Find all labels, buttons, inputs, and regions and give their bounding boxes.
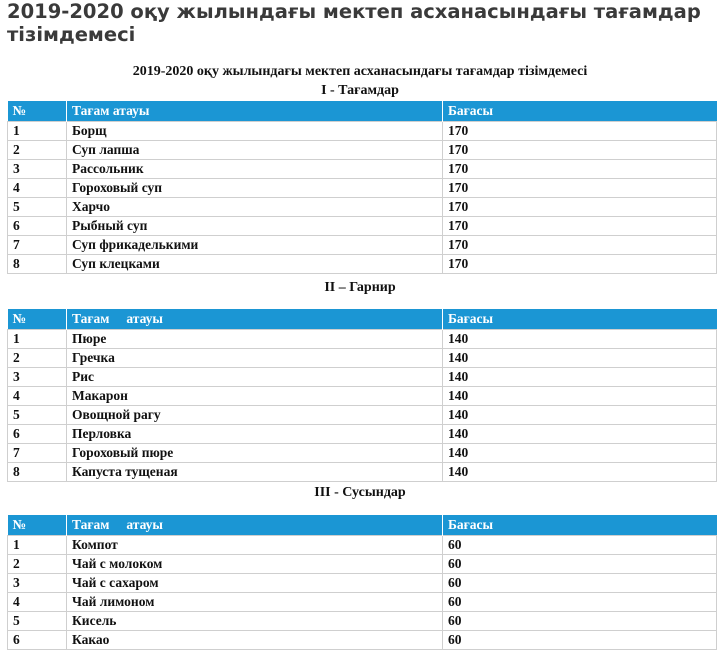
cell-price: 170 xyxy=(443,122,717,141)
column-header-dish-name: Тағам атауы xyxy=(67,101,443,122)
column-header-price: Бағасы xyxy=(443,309,717,330)
column-header-dish-name: Тағам атауы xyxy=(67,309,443,330)
cell-price: 60 xyxy=(443,574,717,593)
table-row xyxy=(8,574,717,593)
table-row xyxy=(8,198,717,217)
cell-price: 140 xyxy=(443,444,717,463)
cell-number: 5 xyxy=(8,612,67,631)
table-row xyxy=(8,160,717,179)
cell-number: 3 xyxy=(8,574,67,593)
cell-price: 140 xyxy=(443,368,717,387)
table-row xyxy=(8,555,717,574)
document-title: 2019-2020 оқу жылындағы мектеп асханасындағы тағамдар тізімдемесі xyxy=(132,64,588,79)
cell-dish-name: Гречка xyxy=(67,349,443,368)
cell-number: 1 xyxy=(8,536,67,555)
cell-dish-name: Суп фрикаделькими xyxy=(67,236,443,255)
cell-price: 140 xyxy=(443,425,717,444)
cell-dish-name: Макарон xyxy=(67,387,443,406)
table-header-row xyxy=(8,101,717,122)
table-row xyxy=(8,141,717,160)
column-header-price: Бағасы xyxy=(443,101,717,122)
cell-number: 2 xyxy=(8,141,67,160)
cell-price: 60 xyxy=(443,631,717,650)
cell-dish-name: Суп лапша xyxy=(67,141,443,160)
table-row xyxy=(8,236,717,255)
table-row xyxy=(8,612,717,631)
cell-number: 6 xyxy=(8,425,67,444)
cell-dish-name: Суп клецками xyxy=(67,255,443,274)
cell-number: 5 xyxy=(8,406,67,425)
cell-price: 170 xyxy=(443,255,717,274)
cell-price: 60 xyxy=(443,555,717,574)
column-header-price: Бағасы xyxy=(443,515,717,536)
section-title-drinks: III - Сусындар xyxy=(314,485,406,500)
table-row xyxy=(8,406,717,425)
table-row xyxy=(8,631,717,650)
table-row xyxy=(8,444,717,463)
garnish-table xyxy=(7,309,717,482)
cell-dish-name: Рис xyxy=(67,368,443,387)
cell-dish-name: Гороховый суп xyxy=(67,179,443,198)
cell-dish-name: Капуста тущеная xyxy=(67,463,443,482)
table-row xyxy=(8,330,717,349)
cell-price: 140 xyxy=(443,349,717,368)
cell-dish-name: Чай с сахаром xyxy=(67,574,443,593)
cell-number: 3 xyxy=(8,368,67,387)
cell-number: 5 xyxy=(8,198,67,217)
table-row xyxy=(8,368,717,387)
cell-number: 1 xyxy=(8,122,67,141)
cell-number: 8 xyxy=(8,255,67,274)
cell-dish-name: Овощной рагу xyxy=(67,406,443,425)
cell-number: 2 xyxy=(8,349,67,368)
section-title-garnish: II – Гарнир xyxy=(324,280,396,295)
table-row xyxy=(8,217,717,236)
cell-price: 170 xyxy=(443,141,717,160)
cell-price: 170 xyxy=(443,236,717,255)
section-title-dishes: I - Тағамдар xyxy=(321,83,399,98)
cell-number: 7 xyxy=(8,236,67,255)
cell-number: 6 xyxy=(8,631,67,650)
column-header-number: № xyxy=(8,101,67,122)
table-row xyxy=(8,536,717,555)
table-row xyxy=(8,122,717,141)
cell-number: 4 xyxy=(8,593,67,612)
cell-dish-name: Рассольник xyxy=(67,160,443,179)
dishes-table xyxy=(7,101,717,274)
cell-price: 170 xyxy=(443,179,717,198)
cell-dish-name: Борщ xyxy=(67,122,443,141)
cell-price: 60 xyxy=(443,612,717,631)
drinks-table xyxy=(7,515,717,650)
cell-number: 7 xyxy=(8,444,67,463)
table-header-row xyxy=(8,515,717,536)
column-header-number: № xyxy=(8,309,67,330)
table-row xyxy=(8,425,717,444)
cell-number: 8 xyxy=(8,463,67,482)
table-row xyxy=(8,387,717,406)
cell-price: 170 xyxy=(443,198,717,217)
cell-price: 140 xyxy=(443,387,717,406)
table-row xyxy=(8,349,717,368)
cell-number: 3 xyxy=(8,160,67,179)
cell-number: 6 xyxy=(8,217,67,236)
table-row xyxy=(8,463,717,482)
table-row xyxy=(8,255,717,274)
cell-dish-name: Чай с молоком xyxy=(67,555,443,574)
cell-dish-name: Какао xyxy=(67,631,443,650)
cell-dish-name: Рыбный суп xyxy=(67,217,443,236)
cell-dish-name: Гороховый пюре xyxy=(67,444,443,463)
table-row xyxy=(8,593,717,612)
cell-price: 170 xyxy=(443,217,717,236)
cell-dish-name: Харчо xyxy=(67,198,443,217)
page-heading: 2019-2020 оқу жылындағы мектеп асханасындағы тағамдар тізімдемесі xyxy=(7,0,701,46)
cell-price: 140 xyxy=(443,330,717,349)
cell-price: 60 xyxy=(443,593,717,612)
column-header-dish-name: Тағам атауы xyxy=(67,515,443,536)
table-header-row xyxy=(8,309,717,330)
cell-dish-name: Чай лимоном xyxy=(67,593,443,612)
cell-dish-name: Пюре xyxy=(67,330,443,349)
cell-dish-name: Перловка xyxy=(67,425,443,444)
cell-dish-name: Кисель xyxy=(67,612,443,631)
cell-price: 60 xyxy=(443,536,717,555)
cell-number: 1 xyxy=(8,330,67,349)
table-row xyxy=(8,179,717,198)
cell-number: 4 xyxy=(8,179,67,198)
cell-price: 170 xyxy=(443,160,717,179)
column-header-number: № xyxy=(8,515,67,536)
cell-number: 2 xyxy=(8,555,67,574)
cell-dish-name: Компот xyxy=(67,536,443,555)
cell-price: 140 xyxy=(443,463,717,482)
cell-number: 4 xyxy=(8,387,67,406)
cell-price: 140 xyxy=(443,406,717,425)
